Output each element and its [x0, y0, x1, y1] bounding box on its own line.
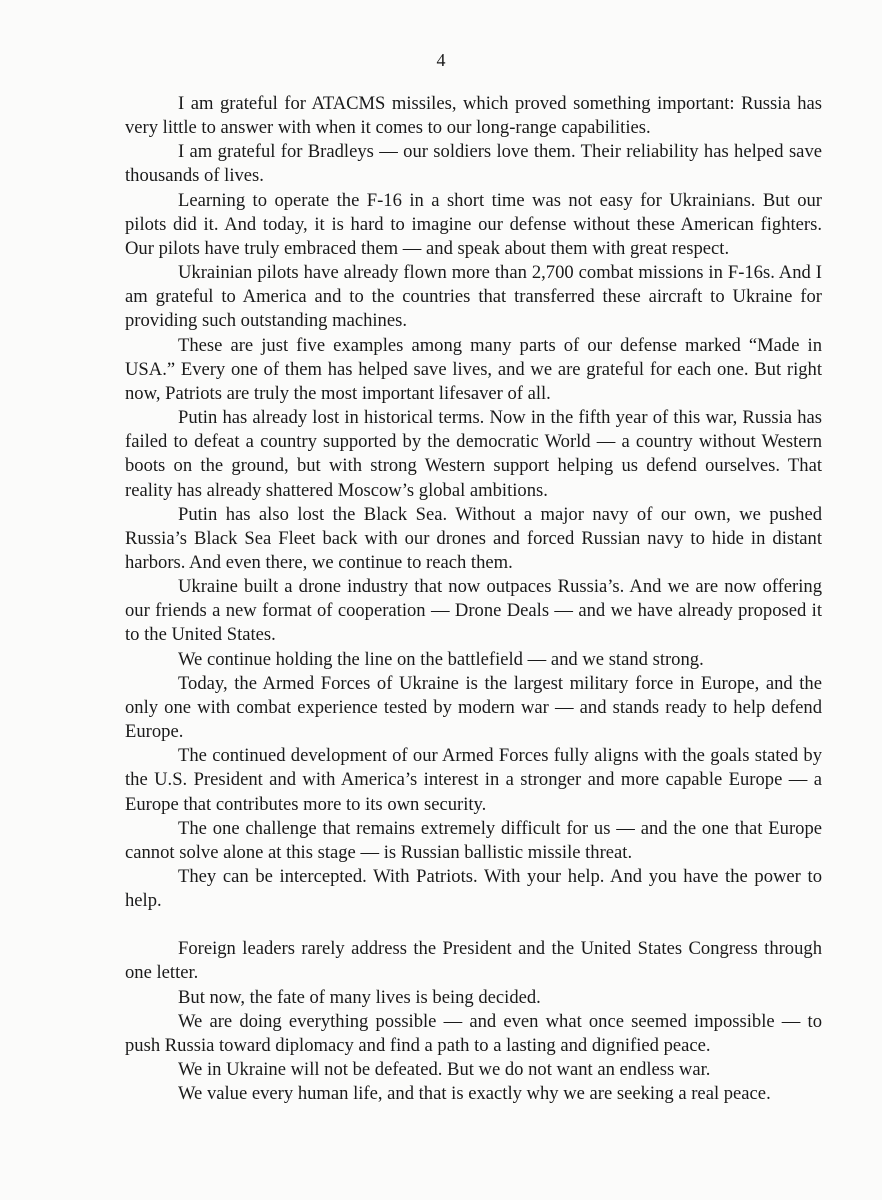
paragraph-atacms: I am grateful for ATACMS missiles, which proved something important: Russia has very little to answer with when it comes to our long-range capabilities. [125, 93, 822, 139]
paragraph-development: The continued development of our Armed Forces fully aligns with the goals stated by the U.S. President and with America’s interest in a stronger and more capable Europe — a Europe that contributes more to its own security. [125, 745, 822, 815]
paragraph-armed-forces: Today, the Armed Forces of Ukraine is the largest military force in Europe, and the only one with combat experience tested by modern war — and stands ready to help defend Europe. [125, 672, 822, 743]
paragraph-black-sea: Putin has also lost the Black Sea. Without a major navy of our own, we pushed Russia’s Black Sea Fleet back with our drones and forced Russian navy to hide in distant harbors. And even there, we continue to reach them. [125, 503, 822, 573]
paragraph-intercepted: They can be intercepted. With Patriots. With your help. And you have the power to help. [125, 866, 822, 912]
paragraph-gap [125, 913, 822, 937]
paragraph-ballistic-threat: The one challenge that remains extremely difficult for us — and the one that Europe cannot solve alone at this stage — is Russian ballistic missile threat. [125, 817, 822, 863]
paragraph-drone-industry: Ukraine built a drone industry that now outpaces Russia’s. And we are now offering our friends a new format of cooperation — Drone Deals — and we have already proposed it to the United States. [125, 576, 822, 646]
paragraph-f16-training: Learning to operate the F-16 in a short time was not easy for Ukrainians. But our pilots did it. And today, it is hard to imagine our defense without these American fighters. Our pilots have truly embraced them — and speak about them with great respect. [125, 189, 822, 259]
paragraph-not-defeated: We in Ukraine will not be defeated. But we do not want an endless war. [178, 1059, 711, 1081]
paragraph-putin-lost: Putin has already lost in historical terms. Now in the fifth year of this war, Russia has failed to defeat a country supported by the democratic World — a country without Western boots on the ground, but with strong Western support helping us defend ourselves. That reality has already shattered Moscow’s global ambitions. [125, 407, 822, 501]
paragraph-foreign-leaders: Foreign leaders rarely address the President and the United States Congress through one letter. [125, 938, 822, 984]
page-number: 4 [436, 50, 446, 70]
paragraph-diplomacy: We are doing everything possible — and even what once seemed impossible — to push Russia toward diplomacy and find a path to a lasting and dignified peace. [125, 1010, 822, 1056]
paragraph-fate: But now, the fate of many lives is being decided. [178, 986, 541, 1008]
letter-body [125, 92, 822, 1106]
paragraph-f16-missions: Ukrainian pilots have already flown more than 2,700 combat missions in F-16s. And I am grateful to America and to the countries that transferred these aircraft to Ukraine for providing such outstanding machines. [125, 262, 822, 332]
paragraph-real-peace: We value every human life, and that is exactly why we are seeking a real peace. [178, 1083, 771, 1105]
paragraph-made-in-usa: These are just five examples among many parts of our defense marked “Made in USA.” Every one of them has helped save lives, and we are grateful for each one. But right now, Patriots are truly the most important lifesaver of all. [125, 334, 822, 404]
paragraph-bradleys: I am grateful for Bradleys — our soldiers love them. Their reliability has helped save thousands of lives. [125, 141, 822, 187]
paragraph-holding-line: We continue holding the line on the battlefield — and we stand strong. [178, 648, 704, 670]
